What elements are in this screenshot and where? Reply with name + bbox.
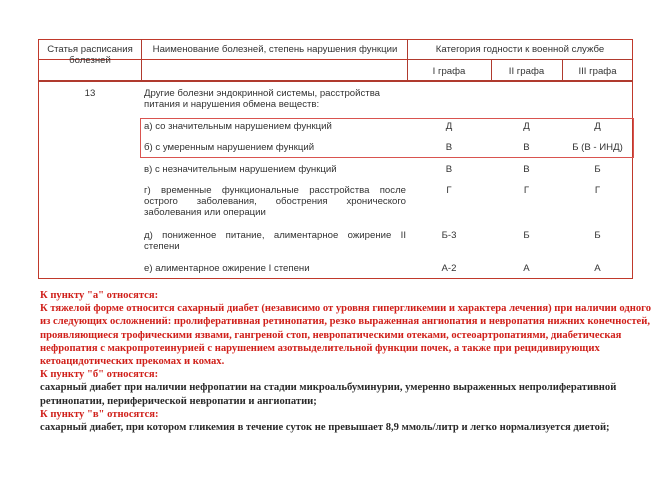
table-cell: Б (В - ИНД) — [572, 142, 623, 153]
table-cell: Д — [445, 121, 453, 132]
table-cell: Б-3 — [441, 230, 457, 241]
table-cell: Д — [594, 121, 601, 132]
table-cell: А — [523, 263, 530, 274]
note-b-heading: К пункту "б" относятся: — [40, 369, 159, 381]
table-cell: Б — [594, 230, 601, 241]
section-intro: Другие болезни эндокринной системы, расстройства питания и нарушения обмена веществ: — [144, 88, 381, 110]
note-a-text: К тяжелой форме относится сахарный диабет (независимо от уровня гипергликемии и характера лечения) при наличии одного из следующих осложнений: пролиферативная ретинопатия, резко выраженная ангиопатия и невропатия нижних конечностей, проявляющиеся трофическими язвами, гангреной стоп, невропатическими отеками, остеоартропатиями, диабетическая нефропатия с макропротеинурией с нарушением азотвыделительной функции почек, а также при рецидивирующих кетоацидотических прекомах и комах. — [40, 303, 651, 368]
table-row-label: г) временные функциональные расстройства после острого заболевания, обострения хронического заболевания или операции — [144, 185, 406, 218]
note-b-text: сахарный диабет при наличии нефропатии на стадии микроальбуминурии, умеренно выраженных непролиферативной ретинопатии, периферической невропатии и ангиопатии; — [40, 382, 617, 407]
table-cell: В — [445, 164, 453, 175]
table-row-label: б) с умеренным нарушением функций — [144, 142, 315, 153]
table-cell: Б — [523, 230, 530, 241]
article-number: 13 — [84, 88, 96, 99]
note-a-heading: К пункту "а" относятся: — [40, 290, 159, 301]
table-row-label: в) с незначительным нарушением функций — [144, 164, 337, 175]
header-article: Статья расписания болезней — [47, 44, 133, 66]
table-divider — [407, 59, 633, 60]
header-category: Категория годности к военной службе — [435, 44, 605, 55]
table-cell: В — [523, 142, 530, 153]
note-v-heading: К пункту "в" относятся: — [40, 408, 159, 420]
table-cell: Г — [446, 185, 452, 196]
table-divider — [38, 80, 633, 82]
table-row-label: е) алиментарное ожирение I степени — [144, 263, 310, 274]
table-cell: Д — [523, 121, 530, 132]
note-v-text: сахарный диабет, при котором гликемия в течение суток не превышает 8,9 ммоль/литр и легко нормализуется диетой; — [40, 422, 610, 434]
table-cell: Г — [523, 185, 530, 196]
header-graph-3: III графа — [578, 66, 617, 77]
header-graph-1: I графа — [432, 66, 466, 77]
header-graph-2: II графа — [508, 66, 545, 77]
table-cell: А-2 — [441, 263, 457, 274]
table-cell: В — [445, 142, 453, 153]
table-cell: А — [594, 263, 601, 274]
table-cell: В — [523, 164, 530, 175]
notes-section — [40, 289, 652, 434]
table-cell: Б — [594, 164, 601, 175]
table-row-label: а) со значительным нарушением функций — [144, 121, 332, 132]
table-row-label: д) пониженное питание, алиментарное ожирение II степени — [144, 230, 406, 252]
table-cell: Г — [594, 185, 601, 196]
header-name: Наименование болезней, степень нарушения функции — [152, 44, 398, 55]
